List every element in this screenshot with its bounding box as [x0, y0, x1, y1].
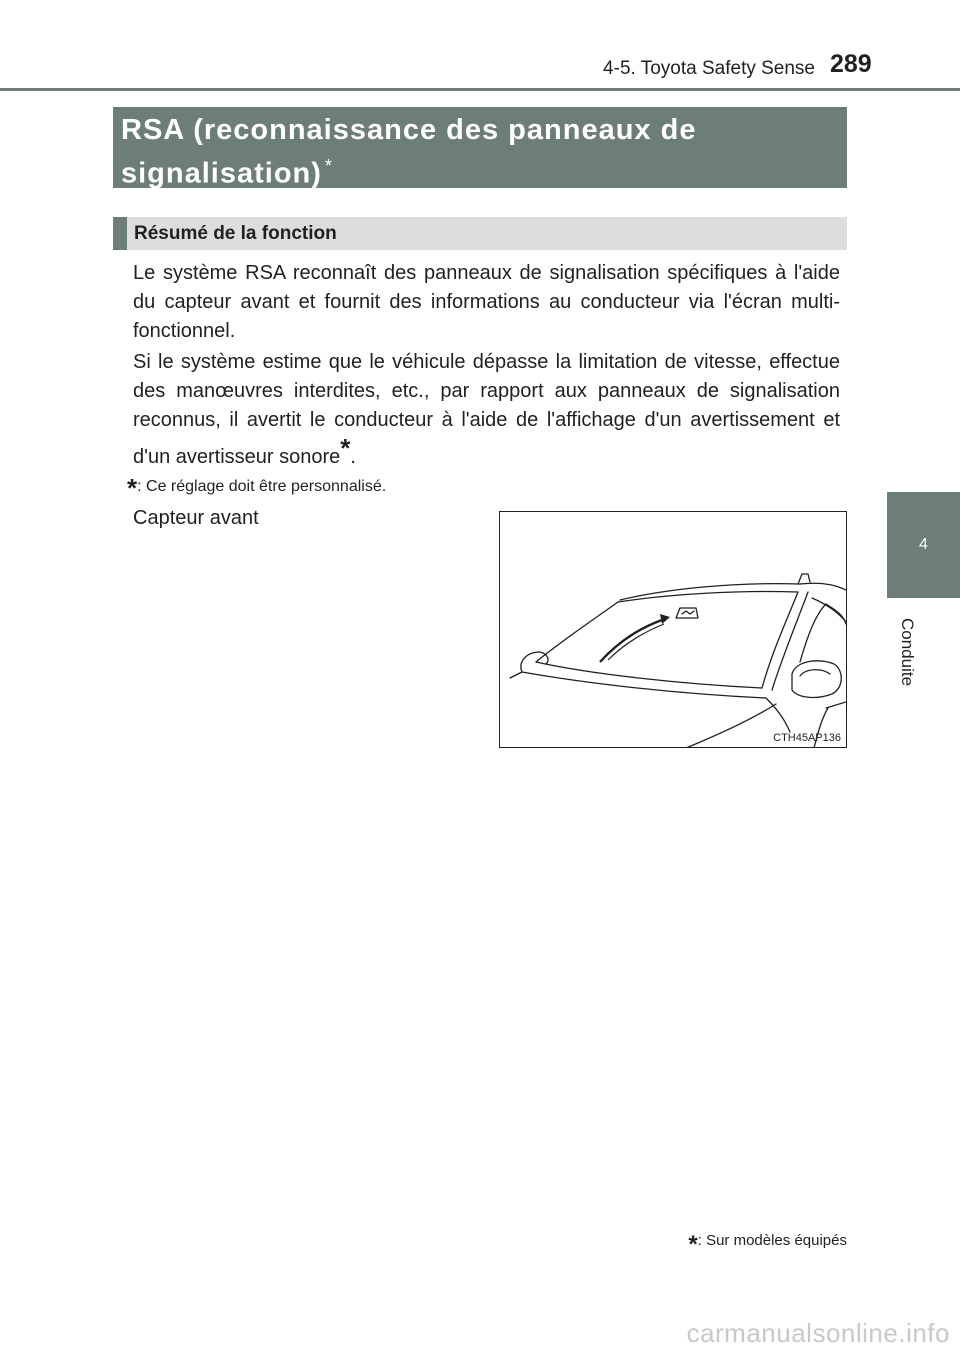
chapter-label: Conduite	[898, 617, 917, 687]
subheading-band	[113, 217, 847, 250]
equipment-footnote	[688, 1231, 847, 1259]
footnote-asterisk: *	[688, 1231, 698, 1258]
section-title-band	[113, 107, 847, 188]
title-asterisk: *	[324, 156, 333, 176]
note-asterisk: *	[127, 473, 138, 503]
figure-caption: Capteur avant	[133, 507, 259, 529]
chapter-number: 4	[919, 536, 928, 553]
watermark: carmanualsonline.info	[686, 1318, 950, 1348]
header-rule	[0, 88, 960, 91]
body-paragraph-2-text: Si le système estime que le véhicule dépasse la limitation de vitesse, effectue des manœuvres interdites, etc., par rapport aux panneaux de signalisation reconnus, il avertit le conducteur à l'aide de l'affichage d'un avertissement et d'un avertisseur sonore	[133, 351, 840, 469]
chapter-tab	[887, 492, 960, 598]
body-asterisk: *	[340, 433, 351, 464]
page-number: 289	[830, 50, 872, 78]
customization-note	[127, 473, 386, 504]
windshield-sensor-drawing	[500, 512, 847, 748]
figure-code: CTH45AP136	[773, 732, 841, 744]
header-section-title: 4-5. Toyota Safety Sense	[603, 58, 815, 79]
subheading: Résumé de la fonction	[134, 223, 337, 244]
body-paragraph-2	[133, 348, 840, 472]
section-title	[121, 112, 841, 192]
section-title-text: RSA (reconnaissance des panneaux de signalisation)	[121, 114, 697, 190]
windshield-sensor-illustration	[499, 511, 847, 748]
body-paragraph-1: Le système RSA reconnaît des panneaux de signalisation spécifiques à l'aide du capteur avant et fournit des informations au conducteur via l'écran multi-fonctionnel.	[133, 262, 840, 342]
body-paragraph-2-end: .	[350, 446, 356, 469]
subheading-marker	[113, 217, 127, 250]
note-text: : Ce réglage doit être personnalisé.	[137, 478, 387, 495]
footnote-text: : Sur modèles équipés	[697, 1232, 847, 1249]
